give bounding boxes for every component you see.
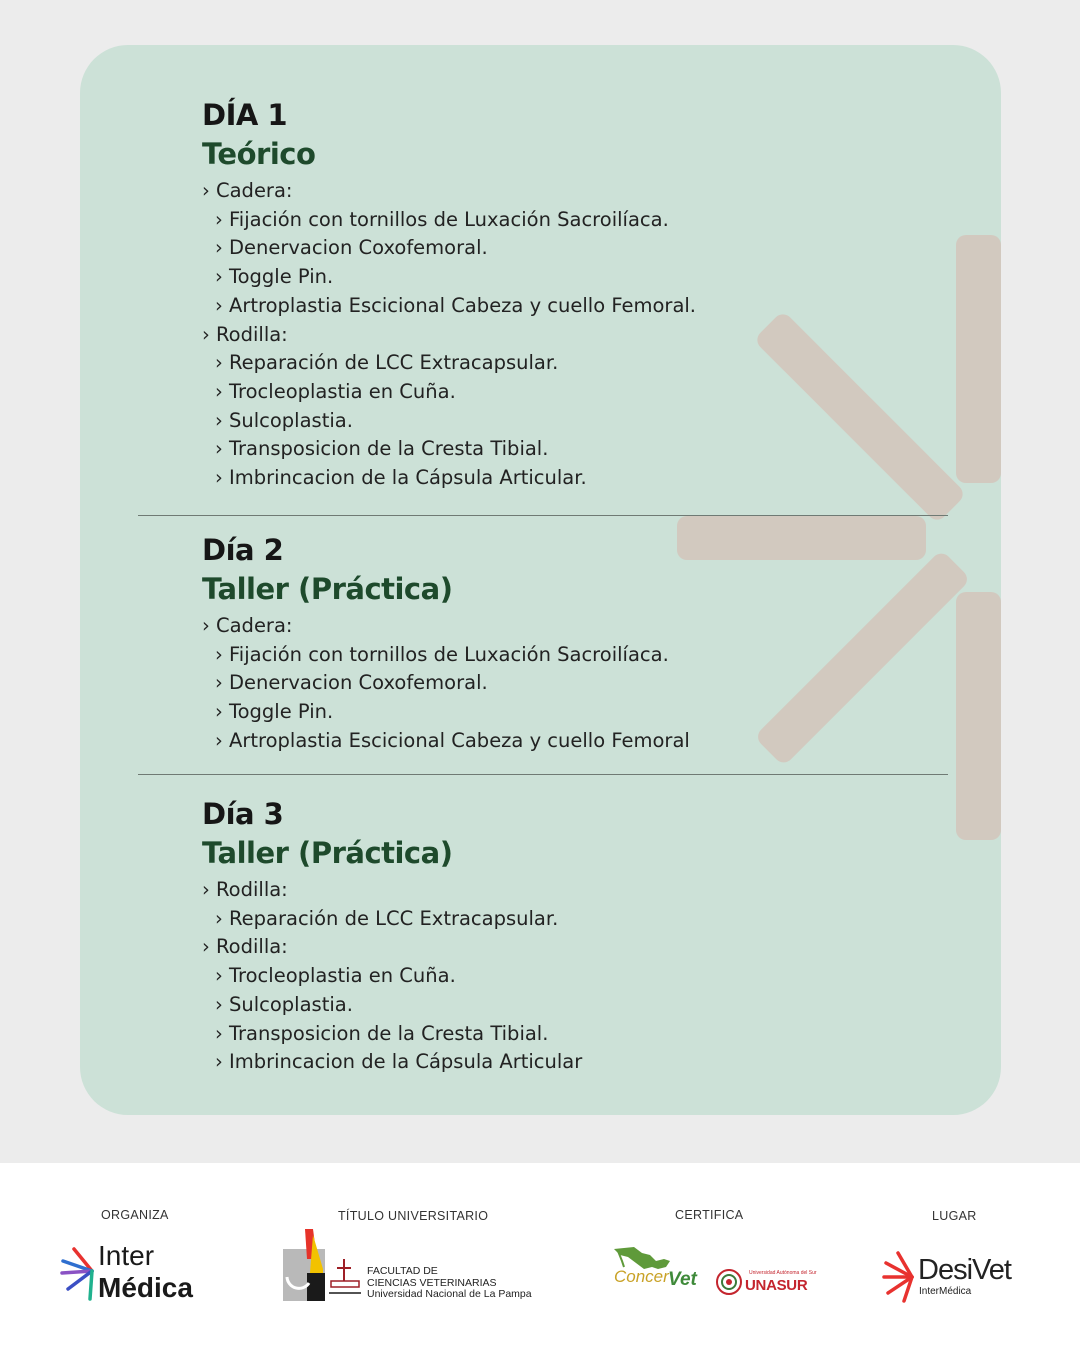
list-item: › Trocleoplastia en Cuña. bbox=[215, 379, 456, 403]
lugar-label: LUGAR bbox=[932, 1209, 977, 1223]
unasur-logo bbox=[715, 1268, 825, 1300]
day-1-items bbox=[202, 177, 696, 493]
desivet-logo bbox=[882, 1249, 1022, 1305]
day-3-title: Día 3 bbox=[202, 797, 284, 831]
unasur-name: UNASUR bbox=[745, 1277, 808, 1294]
list-category: › Cadera: bbox=[202, 179, 293, 202]
decor-bar-vertical-bottom bbox=[956, 592, 1001, 840]
list-item: › Toggle Pin. bbox=[215, 265, 334, 289]
concervet-part1: Concer bbox=[614, 1267, 669, 1286]
list-category: › Rodilla: bbox=[202, 878, 288, 901]
organiza-label: ORGANIZA bbox=[101, 1208, 169, 1222]
facultad-text bbox=[367, 1266, 532, 1301]
facultad-line2: CIENCIAS VETERINARIAS bbox=[367, 1276, 497, 1289]
list-item: › Transposicion de la Cresta Tibial. bbox=[215, 437, 549, 461]
desivet-name: DesiVet bbox=[918, 1254, 1011, 1286]
day-3-items bbox=[202, 876, 582, 1077]
intermedica-line1: Inter bbox=[98, 1240, 155, 1271]
list-item: › Reparación de LCC Extracapsular. bbox=[215, 906, 559, 930]
desivet-mark-icon bbox=[882, 1249, 916, 1305]
section-divider bbox=[138, 515, 948, 516]
concervet-logo bbox=[612, 1245, 702, 1300]
intermedica-line2: Médica bbox=[98, 1272, 193, 1303]
list-item: › Fijación con tornillos de Luxación Sacroilíaca. bbox=[215, 207, 669, 231]
footer bbox=[0, 1163, 1080, 1350]
facultad-line3: Universidad Nacional de La Pampa bbox=[367, 1288, 532, 1300]
list-item: › Denervacion Coxofemoral. bbox=[215, 671, 488, 695]
facultad-line1: FACULTAD DE bbox=[367, 1265, 438, 1277]
list-item: › Reparación de LCC Extracapsular. bbox=[215, 351, 559, 375]
list-item: › Artroplastia Escicional Cabeza y cuello Femoral. bbox=[215, 293, 697, 317]
list-item: › Imbrincacion de la Cápsula Articular bbox=[215, 1050, 583, 1074]
list-item: › Sulcoplastia. bbox=[215, 992, 353, 1016]
decor-bar-horizontal bbox=[677, 516, 926, 560]
list-item: › Artroplastia Escicional Cabeza y cuello Femoral bbox=[215, 728, 690, 752]
list-item: › Fijación con tornillos de Luxación Sacroilíaca. bbox=[215, 642, 669, 666]
concervet-part2: Vet bbox=[668, 1269, 697, 1290]
day-2-items bbox=[202, 612, 690, 756]
intermedica-logo bbox=[60, 1237, 210, 1307]
intermedica-mark-icon bbox=[60, 1237, 96, 1307]
facultad-logo bbox=[283, 1229, 543, 1303]
list-item: › Denervacion Coxofemoral. bbox=[215, 236, 488, 260]
list-category: › Rodilla: bbox=[202, 322, 288, 346]
decor-bar-diagonal-upper bbox=[753, 310, 967, 524]
day-2-title: Día 2 bbox=[202, 533, 284, 567]
day-3-subtitle: Taller (Práctica) bbox=[202, 836, 453, 870]
day-2-section bbox=[202, 532, 690, 756]
list-item: › Imbrincacion de la Cápsula Articular. bbox=[215, 466, 587, 490]
day-1-title: DÍA 1 bbox=[202, 98, 288, 132]
titulo-label: TÍTULO UNIVERSITARIO bbox=[338, 1209, 489, 1223]
day-1-subtitle: Teórico bbox=[202, 137, 316, 171]
decor-bar-diagonal-lower bbox=[754, 549, 971, 766]
desivet-sub: InterMédica bbox=[919, 1286, 972, 1297]
list-item: › Trocleoplastia en Cuña. bbox=[215, 964, 456, 988]
list-category: › Rodilla: bbox=[202, 935, 288, 959]
decor-bar-vertical-top bbox=[956, 235, 1001, 483]
unasur-small-text: Universidad Autónoma del Sur bbox=[749, 1270, 817, 1276]
list-item: › Sulcoplastia. bbox=[215, 408, 353, 432]
day-3-section bbox=[202, 796, 582, 1077]
facultad-emblem-icon bbox=[283, 1229, 363, 1303]
day-2-subtitle: Taller (Práctica) bbox=[202, 572, 453, 606]
list-item: › Toggle Pin. bbox=[215, 700, 334, 724]
day-1-section bbox=[202, 97, 696, 493]
list-category: › Cadera: bbox=[202, 614, 293, 637]
program-card bbox=[80, 45, 1001, 1115]
list-item: › Transposicion de la Cresta Tibial. bbox=[215, 1021, 549, 1045]
section-divider bbox=[138, 774, 948, 775]
unasur-seal-icon bbox=[715, 1268, 743, 1296]
certifica-label: CERTIFICA bbox=[675, 1208, 744, 1222]
